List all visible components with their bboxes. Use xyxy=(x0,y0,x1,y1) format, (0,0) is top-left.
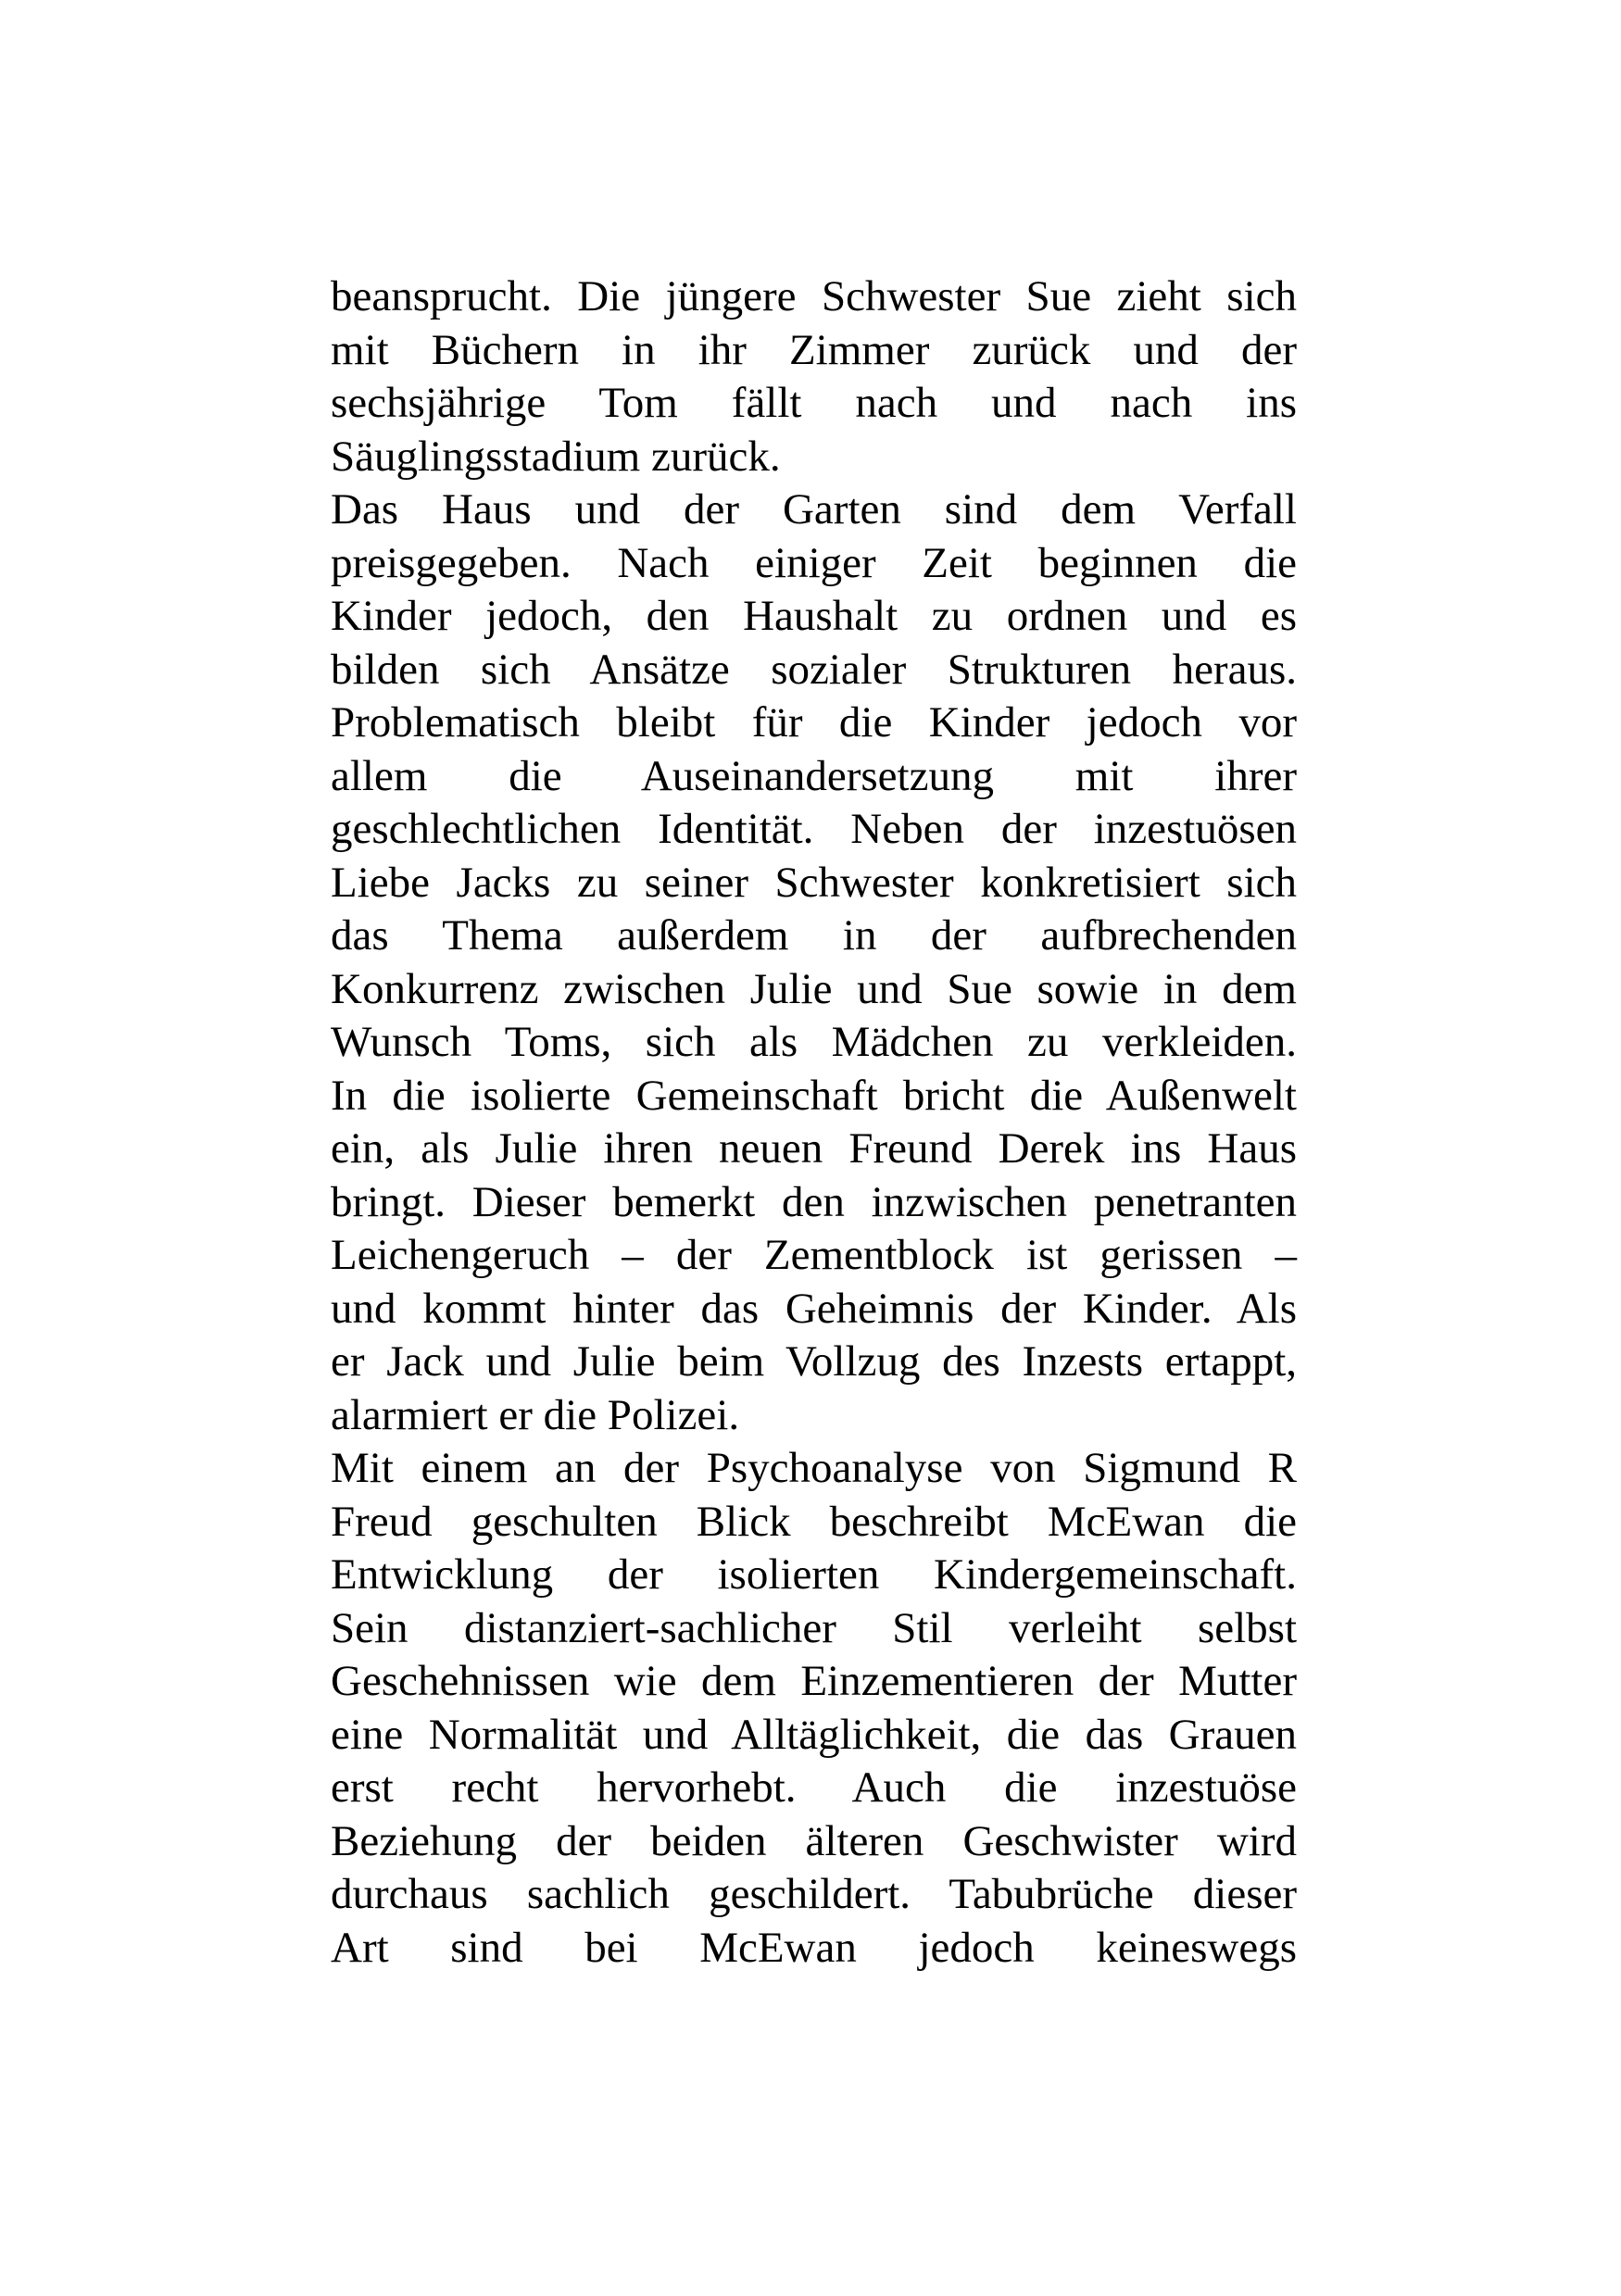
text-line: Liebe Jacks zu seiner Schwester konkretisiert sich xyxy=(331,858,1297,907)
text-line: und kommt hinter das Geheimnis der Kinder. Als xyxy=(331,1284,1297,1333)
body-text xyxy=(331,270,1297,1975)
text-line: preisgegeben. Nach einiger Zeit beginnen die xyxy=(331,538,1297,587)
text-line: geschlechtlichen Identität. Neben der inzestuösen xyxy=(331,805,1297,853)
text-line: er Jack und Julie beim Vollzug des Inzests ertappt, xyxy=(331,1337,1297,1386)
text-line: bringt. Dieser bemerkt den inzwischen penetranten xyxy=(331,1177,1297,1226)
text-line: erst recht hervorhebt. Auch die inzestuöse xyxy=(331,1763,1297,1812)
text-line: Sein distanziert-sachlicher Stil verleiht selbst xyxy=(331,1603,1297,1652)
text-line: Freud geschulten Blick beschreibt McEwan die xyxy=(331,1497,1297,1546)
text-line: sechsjährige Tom fällt nach und nach ins xyxy=(331,379,1297,427)
text-line: mit Büchern in ihr Zimmer zurück und der xyxy=(331,325,1297,374)
text-line: Leichengeruch – der Zementblock ist gerissen – xyxy=(331,1231,1297,1279)
text-line: Beziehung der beiden älteren Geschwister wird xyxy=(331,1816,1297,1865)
text-line: das Thema außerdem in der aufbrechenden xyxy=(331,911,1297,960)
text-line: Entwicklung der isolierten Kindergemeinschaft. xyxy=(331,1550,1297,1599)
text-line: Problematisch bleibt für die Kinder jedoch vor xyxy=(331,698,1297,747)
text-line: Mit einem an der Psychoanalyse von Sigmund R xyxy=(331,1444,1297,1492)
text-line: alarmiert er die Polizei. xyxy=(331,1390,740,1439)
text-line: Wunsch Toms, sich als Mädchen zu verkleiden. xyxy=(331,1018,1297,1066)
text-line: beansprucht. Die jüngere Schwester Sue zieht sich xyxy=(331,272,1297,320)
text-line: Art sind bei McEwan jedoch keineswegs xyxy=(331,1923,1297,1972)
text-line: durchaus sachlich geschildert. Tabubrüche dieser xyxy=(331,1870,1297,1918)
text-line: Geschehnissen wie dem Einzementieren der Mutter xyxy=(331,1657,1297,1705)
text-line: Kinder jedoch, den Haushalt zu ordnen und es xyxy=(331,592,1297,640)
text-line: allem die Auseinandersetzung mit ihrer xyxy=(331,751,1297,800)
text-line: Säuglingsstadium zurück. xyxy=(331,432,781,481)
text-line: ein, als Julie ihren neuen Freund Derek ins Haus xyxy=(331,1124,1297,1173)
text-line: bilden sich Ansätze sozialer Strukturen heraus. xyxy=(331,645,1297,694)
text-line: Konkurrenz zwischen Julie und Sue sowie in dem xyxy=(331,964,1297,1013)
text-line: In die isolierte Gemeinschaft bricht die Außenwelt xyxy=(331,1071,1297,1120)
text-line: Das Haus und der Garten sind dem Verfall xyxy=(331,485,1297,533)
text-line: eine Normalität und Alltäglichkeit, die das Grauen xyxy=(331,1710,1297,1759)
